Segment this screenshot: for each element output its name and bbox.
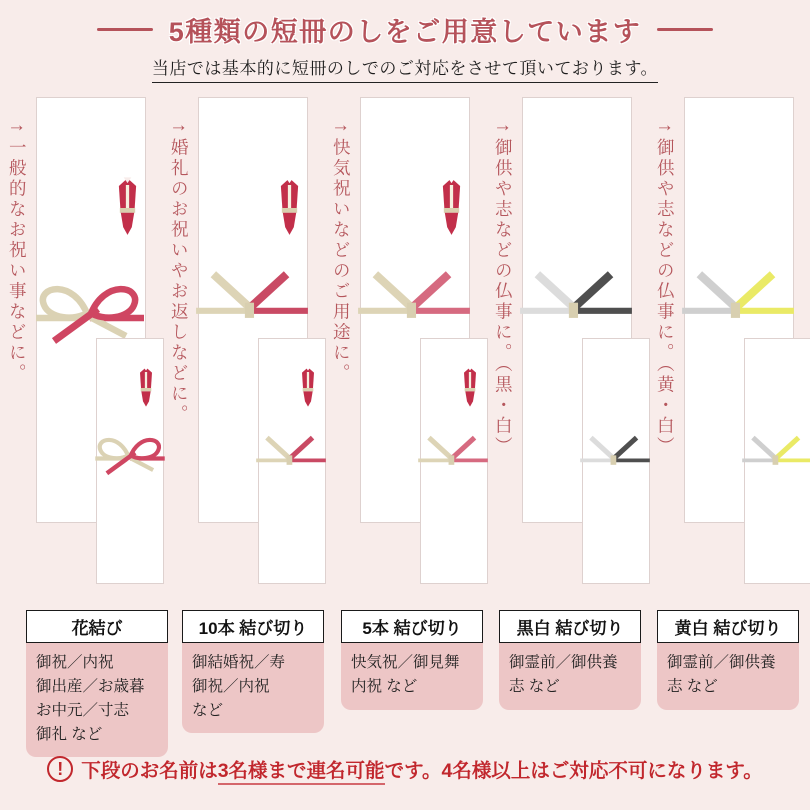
usage-description-text: 婚礼のお祝いやお返しなどに。: [169, 138, 190, 425]
title-decor-line-left: [97, 28, 153, 31]
label-box-10hon-musubikiri: [182, 610, 324, 733]
use-line: 御礼 など: [36, 726, 103, 744]
subtitle-row: [0, 54, 810, 83]
musubikiri-knot-graphic-small: [256, 430, 326, 468]
label-box-hanamusubi: [26, 610, 168, 757]
musubikiri-knot-graphic-small: [418, 430, 488, 468]
noshi-column-10hon-musubikiri: [162, 90, 324, 610]
usage-description-text: 御供や志などの仏事に。（黒・白）: [493, 138, 514, 458]
usage-description-text: 快気祝いなどのご用途に。: [331, 138, 352, 384]
noshi-ornament-icon-small: [300, 366, 316, 410]
hana-musubi-bow-graphic-small: [94, 430, 166, 478]
musubikiri-knot-graphic-small: [742, 430, 810, 468]
noshi-columns: [0, 90, 810, 610]
label-box-title: 黒白 結び切り: [499, 610, 641, 643]
notice-text-after: です。4名様以上はご対応不可になります。: [384, 760, 763, 782]
noshi-column-kurosiro-musubikiri: [486, 90, 648, 610]
use-line: 志 など: [509, 678, 560, 696]
use-line: 志 など: [667, 678, 718, 696]
musubikiri-knot-graphic: [358, 262, 470, 323]
use-line: お中元／寸志: [36, 702, 130, 720]
notice-text: [81, 755, 763, 783]
exclamation-circle-icon: !: [47, 756, 73, 782]
page-subtitle: 当店では基本的に短冊のしでのご対応をさせて頂いております。: [152, 54, 658, 83]
label-box-title: 花結び: [26, 610, 168, 643]
use-line: 快気祝／御見舞: [351, 654, 460, 671]
noshi-ornament-icon-small: [138, 366, 154, 410]
noshi-column-kiziro-musubikiri: [648, 90, 810, 610]
use-line: 内祝 など: [351, 678, 418, 696]
noshi-ornament-icon: [278, 177, 301, 239]
label-box-uses: [182, 643, 324, 733]
noshi-ornament-icon: [116, 177, 139, 239]
musubikiri-knot-graphic: [682, 262, 794, 323]
hana-musubi-bow-graphic: [34, 274, 146, 348]
label-box-uses: [26, 643, 168, 757]
arrow-icon: →: [493, 115, 513, 136]
usage-description: [169, 116, 188, 425]
label-box-title: 5本 結び切り: [341, 610, 483, 643]
use-line: など: [192, 702, 224, 720]
label-box-5hon-musubikiri: [341, 610, 483, 710]
page-title: 5種類の短冊のしをご用意しています: [168, 17, 642, 47]
musubikiri-knot-graphic: [196, 262, 308, 323]
use-line: 御結婚祝／寿: [192, 654, 286, 671]
arrow-icon: →: [655, 115, 675, 136]
noshi-ornament-icon: [440, 177, 463, 239]
noshi-column-hanamusubi: [0, 90, 162, 610]
notice-text-underlined: 3名様まで連名可能: [218, 760, 385, 785]
label-box-uses: [657, 643, 799, 710]
use-line: 御祝／内祝: [192, 678, 270, 696]
label-box-kiziro-musubikiri: [657, 610, 799, 710]
header: [0, 10, 810, 49]
noshi-ornament-icon-small: [462, 366, 478, 410]
usage-description: [655, 116, 674, 457]
usage-description-text: 一般的なお祝い事などに。: [7, 138, 28, 384]
noshi-column-5hon-musubikiri: [324, 90, 486, 610]
musubikiri-knot-graphic: [520, 262, 632, 323]
use-line: 御祝／内祝: [36, 654, 114, 671]
label-box-title: 10本 結び切り: [182, 610, 324, 643]
notice-text-before: 下段のお名前は: [81, 760, 218, 782]
use-line: 御出産／お歳暮: [36, 678, 145, 696]
name-limit-notice: [0, 755, 810, 783]
label-box-uses: [341, 643, 483, 710]
usage-description: [331, 116, 350, 384]
label-box-uses: [499, 643, 641, 710]
arrow-icon: →: [7, 115, 27, 136]
usage-description: [493, 116, 512, 457]
title-decor-line-right: [657, 28, 713, 31]
usage-description-text: 御供や志などの仏事に。（黄・白）: [655, 138, 676, 458]
musubikiri-knot-graphic-small: [580, 430, 650, 468]
arrow-icon: →: [331, 115, 351, 136]
label-box-title: 黄白 結び切り: [657, 610, 799, 643]
usage-description: [7, 116, 26, 384]
arrow-icon: →: [169, 115, 189, 136]
use-line: 御霊前／御供養: [667, 654, 776, 671]
use-line: 御霊前／御供養: [509, 654, 618, 671]
label-box-kurosiro-musubikiri: [499, 610, 641, 710]
